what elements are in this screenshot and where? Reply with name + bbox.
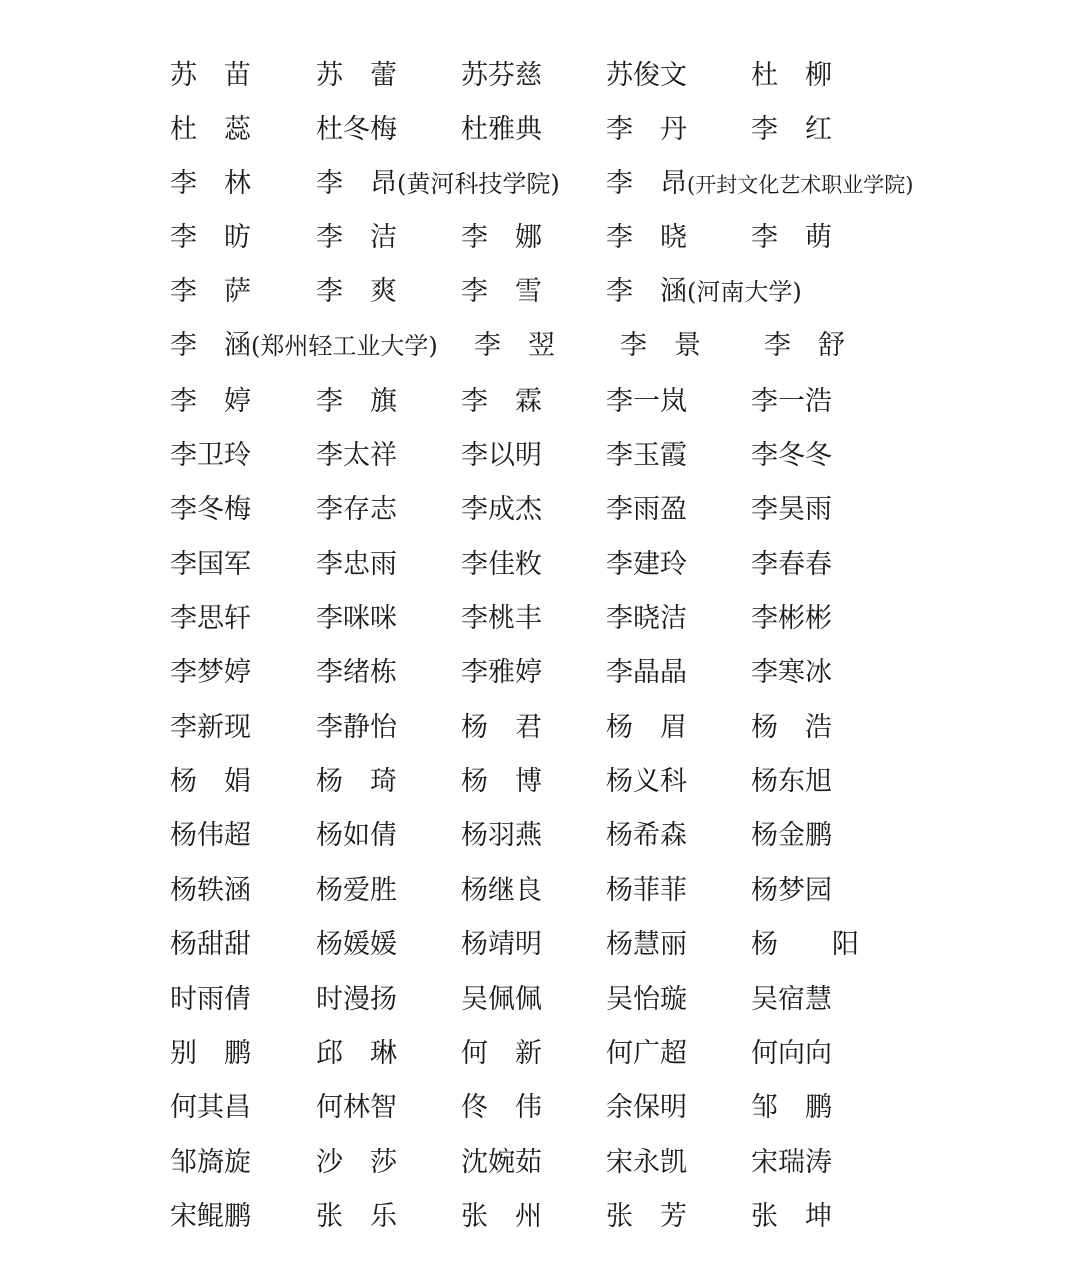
name-entry: 杜 蕊 (170, 114, 251, 145)
name-entry: 李存志 (316, 494, 397, 525)
name-entry: 李太祥 (316, 440, 397, 471)
name-entry: 李佳敉 (461, 549, 542, 580)
name-entry: 杨 博 (461, 766, 542, 797)
name-entry: 李 洁 (316, 222, 397, 253)
name-row (0, 973, 1080, 1027)
name-entry: 李 昉 (170, 222, 251, 253)
name-entry: 邱 琳 (316, 1038, 397, 1069)
name-entry: 邹旖旋 (170, 1147, 251, 1178)
name-row (0, 1136, 1080, 1190)
name-entry: 杨东旭 (751, 766, 832, 797)
name-entry: 杨菲菲 (606, 875, 687, 906)
name-entry: 李静怡 (316, 712, 397, 743)
name-row (0, 1027, 1080, 1081)
name-entry: 李晓洁 (606, 603, 687, 634)
name-row (0, 918, 1080, 972)
name-entry: 李 景 (620, 330, 701, 361)
name-entry: 苏芬慈 (461, 60, 542, 91)
name-entry: 杨慧丽 (606, 929, 687, 960)
name-entry: 李冬梅 (170, 494, 251, 525)
name-entry: 李桃丰 (461, 603, 542, 634)
person-name: 李 昂 (606, 168, 687, 199)
name-entry: 李以明 (461, 440, 542, 471)
name-entry: 杨靖明 (461, 929, 542, 960)
name-entry: 李 爽 (316, 276, 397, 307)
name-row (0, 864, 1080, 918)
affiliation-note: (郑州轻工业大学) (251, 332, 438, 360)
affiliation-note: (开封文化艺术职业学院) (687, 173, 914, 197)
name-entry: 李 舒 (764, 330, 845, 361)
name-entry: 李绪栋 (316, 657, 397, 688)
name-entry: 苏 蕾 (316, 60, 397, 91)
name-entry (170, 319, 438, 373)
name-entry: 苏 苗 (170, 60, 251, 91)
name-entry: 李 红 (751, 114, 832, 145)
name-entry: 何向向 (751, 1038, 832, 1069)
name-entry: 杨 眉 (606, 712, 687, 743)
name-row (0, 538, 1080, 592)
name-entry: 李卫玲 (170, 440, 251, 471)
name-entry: 吴怡璇 (606, 984, 687, 1015)
name-entry: 李 婷 (170, 386, 251, 417)
name-row (0, 211, 1080, 265)
name-entry: 吴宿慧 (751, 984, 832, 1015)
name-entry (606, 265, 802, 319)
name-entry: 杨 浩 (751, 712, 832, 743)
name-entry: 杨金鹏 (751, 820, 832, 851)
person-name: 李 昂 (316, 168, 397, 199)
person-name: 李 涵 (170, 330, 251, 361)
name-entry: 别 鹏 (170, 1038, 251, 1069)
name-entry: 张 州 (461, 1201, 542, 1232)
name-entry: 李新现 (170, 712, 251, 743)
name-entry (316, 157, 560, 211)
name-entry: 李昊雨 (751, 494, 832, 525)
name-entry: 李国军 (170, 549, 251, 580)
affiliation-note: (河南大学) (687, 278, 802, 306)
name-entry: 李寒冰 (751, 657, 832, 688)
name-entry: 宋永凯 (606, 1147, 687, 1178)
name-row (0, 646, 1080, 700)
name-entry: 李忠雨 (316, 549, 397, 580)
name-entry: 李成杰 (461, 494, 542, 525)
name-entry: 李雅婷 (461, 657, 542, 688)
name-row (0, 1190, 1080, 1244)
name-row (0, 701, 1080, 755)
name-entry: 时漫扬 (316, 984, 397, 1015)
name-row (0, 592, 1080, 646)
name-entry: 沈婉茹 (461, 1147, 542, 1178)
name-entry: 杨伟超 (170, 820, 251, 851)
name-entry: 杨梦园 (751, 875, 832, 906)
name-entry (606, 157, 913, 211)
name-entry: 沙 莎 (316, 1147, 397, 1178)
name-entry: 宋瑞涛 (751, 1147, 832, 1178)
name-entry: 杨轶涵 (170, 875, 251, 906)
name-entry: 李春春 (751, 549, 832, 580)
name-entry: 李 娜 (461, 222, 542, 253)
name-entry: 何广超 (606, 1038, 687, 1069)
name-entry: 李冬冬 (751, 440, 832, 471)
name-entry: 宋鲲鹏 (170, 1201, 251, 1232)
name-entry: 杨义科 (606, 766, 687, 797)
name-entry: 李 晓 (606, 222, 687, 253)
name-entry: 杨 君 (461, 712, 542, 743)
name-row (0, 103, 1080, 157)
name-entry: 何其昌 (170, 1092, 251, 1123)
name-entry: 杨如倩 (316, 820, 397, 851)
name-entry: 李 萨 (170, 276, 251, 307)
name-entry: 李梦婷 (170, 657, 251, 688)
name-entry: 杨爱胜 (316, 875, 397, 906)
name-entry: 李 霖 (461, 386, 542, 417)
name-entry: 苏俊文 (606, 60, 687, 91)
name-entry: 李玉霞 (606, 440, 687, 471)
name-entry: 李 雪 (461, 276, 542, 307)
name-entry: 张 芳 (606, 1201, 687, 1232)
name-entry: 李雨盈 (606, 494, 687, 525)
name-entry: 李 翌 (474, 330, 555, 361)
name-row (0, 375, 1080, 429)
name-entry: 杜雅典 (461, 114, 542, 145)
name-entry: 时雨倩 (170, 984, 251, 1015)
name-row (0, 429, 1080, 483)
name-row (0, 755, 1080, 809)
name-row (0, 319, 1080, 373)
name-entry: 杜冬梅 (316, 114, 397, 145)
name-entry: 李 丹 (606, 114, 687, 145)
name-row (0, 265, 1080, 319)
name-entry: 李建玲 (606, 549, 687, 580)
name-entry: 杨希森 (606, 820, 687, 851)
name-row (0, 49, 1080, 103)
name-entry: 何林智 (316, 1092, 397, 1123)
name-entry: 杨羽燕 (461, 820, 542, 851)
name-entry: 张 坤 (751, 1201, 832, 1232)
name-entry: 吴佩佩 (461, 984, 542, 1015)
name-entry: 杨甜甜 (170, 929, 251, 960)
name-entry: 李一岚 (606, 386, 687, 417)
name-entry: 杨媛媛 (316, 929, 397, 960)
name-row (0, 157, 1080, 211)
person-name: 李 涵 (606, 276, 687, 307)
name-entry: 杜 柳 (751, 60, 832, 91)
name-entry: 邹 鹏 (751, 1092, 832, 1123)
name-row (0, 1081, 1080, 1135)
name-entry: 杨 琦 (316, 766, 397, 797)
name-entry: 杨继良 (461, 875, 542, 906)
name-entry: 何 新 (461, 1038, 542, 1069)
name-entry: 李咪咪 (316, 603, 397, 634)
name-entry: 杨 娟 (170, 766, 251, 797)
name-entry: 李 旗 (316, 386, 397, 417)
name-row (0, 809, 1080, 863)
name-entry: 佟 伟 (461, 1092, 542, 1123)
name-entry: 李晶晶 (606, 657, 687, 688)
name-entry: 张 乐 (316, 1201, 397, 1232)
name-entry: 李思轩 (170, 603, 251, 634)
name-entry: 余保明 (606, 1092, 687, 1123)
name-entry: 李一浩 (751, 386, 832, 417)
name-entry: 李彬彬 (751, 603, 832, 634)
name-entry: 李 萌 (751, 222, 832, 253)
name-entry: 杨 阳 (751, 929, 859, 960)
affiliation-note: (黄河科技学院) (397, 170, 560, 198)
name-row (0, 483, 1080, 537)
name-entry: 李 林 (170, 168, 251, 199)
